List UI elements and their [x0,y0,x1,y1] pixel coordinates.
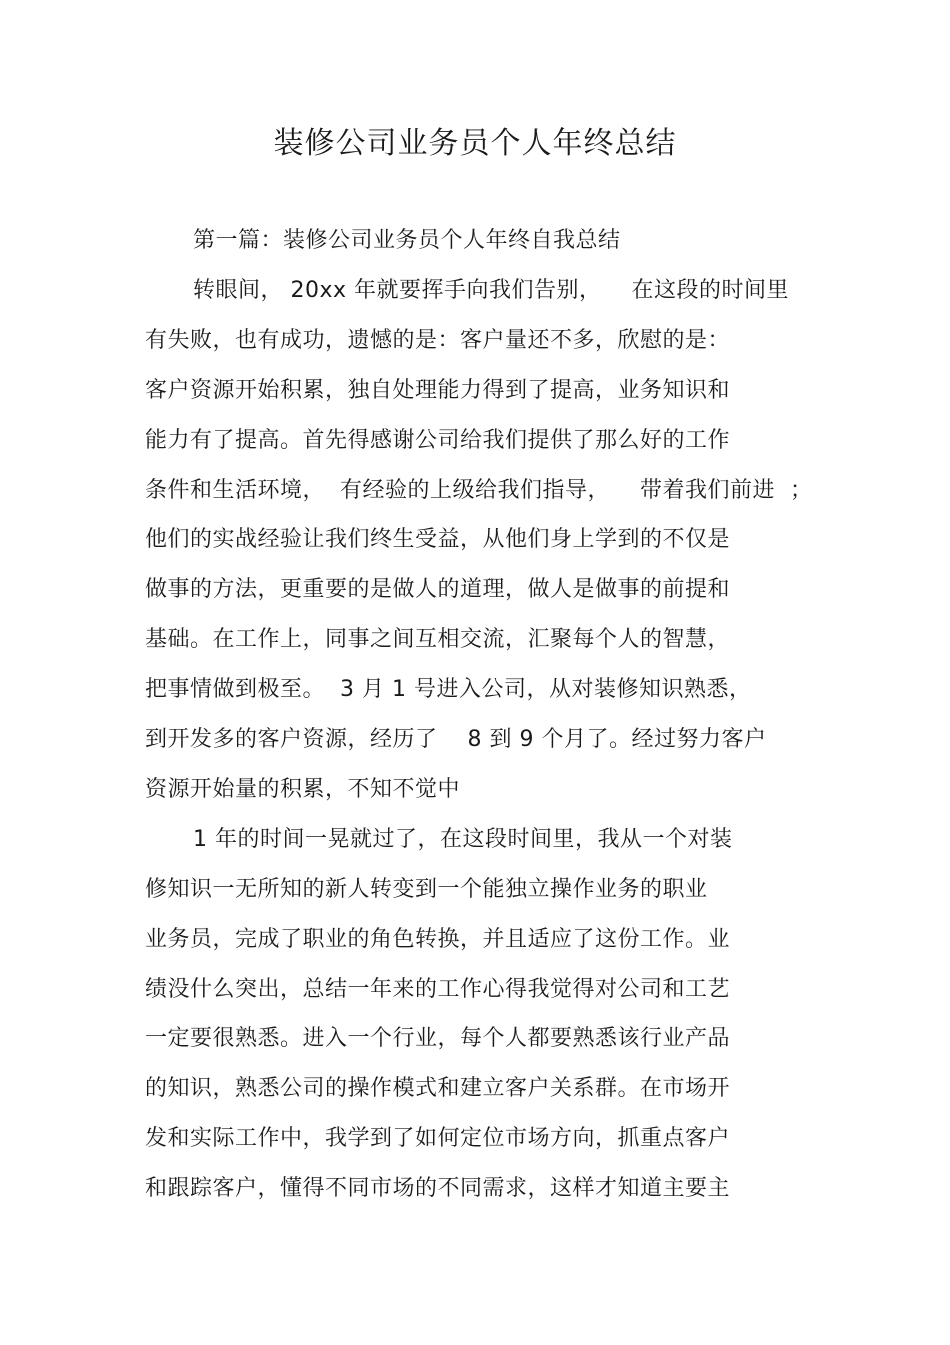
paragraph-line: 资源开始量的积累，不知不觉中 [145,777,461,802]
paragraph-line: 条件和生活环境， 有经验的上级给我们指导， 带着我们前进 ； [145,478,813,503]
paragraph-line: 做事的方法，更重要的是做人的道理，做人是做事的前提和 [145,577,731,602]
paragraph-line: 和跟踪客户，懂得不同市场的不同需求，这样才知道主要主 [145,1176,731,1201]
section-heading: 第一篇：装修公司业务员个人年终自我总结 [193,228,621,253]
paragraph-line: 基础。在工作上，同事之间互相交流，汇聚每个人的智慧， [145,627,731,652]
paragraph-line: 客户资源开始积累，独自处理能力得到了提高，业务知识和 [145,378,731,403]
paragraph-line: 有失败，也有成功，遗憾的是：客户量还不多，欣慰的是： [145,328,731,353]
paragraph-line: 到开发多的客户资源，经历了 8 到 9 个月了。经过努力客户 [145,727,767,752]
paragraph-line: 把事情做到极至。 3 月 1 号进入公司，从对装修知识熟悉， [145,677,752,702]
paragraph-line: 业务员，完成了职业的角色转换，并且适应了这份工作。业 [145,927,731,952]
paragraph-line: 他们的实战经验让我们终生受益，从他们身上学到的不仅是 [145,527,731,552]
paragraph-line: 1 年的时间一晃就过了，在这段时间里，我从一个对装 [193,827,733,852]
paragraph-line: 绩没什么突出，总结一年来的工作心得我觉得对公司和工艺 [145,977,731,1002]
paragraph-line: 一定要很熟悉。进入一个行业，每个人都要熟悉该行业产品 [145,1026,731,1051]
paragraph-line: 修知识一无所知的新人转变到一个能独立操作业务的职业 [145,877,708,902]
paragraph-line: 发和实际工作中，我学到了如何定位市场方向，抓重点客户 [145,1126,731,1151]
document-title: 装修公司业务员个人年终总结 [273,126,677,161]
paragraph-line: 能力有了提高。首先得感谢公司给我们提供了那么好的工作 [145,428,731,453]
paragraph-line: 的知识，熟悉公司的操作模式和建立客户关系群。在市场开 [145,1076,731,1101]
paragraph-line: 转眼间， 20xx 年就要挥手向我们告别， 在这段的时间里 [193,278,789,303]
